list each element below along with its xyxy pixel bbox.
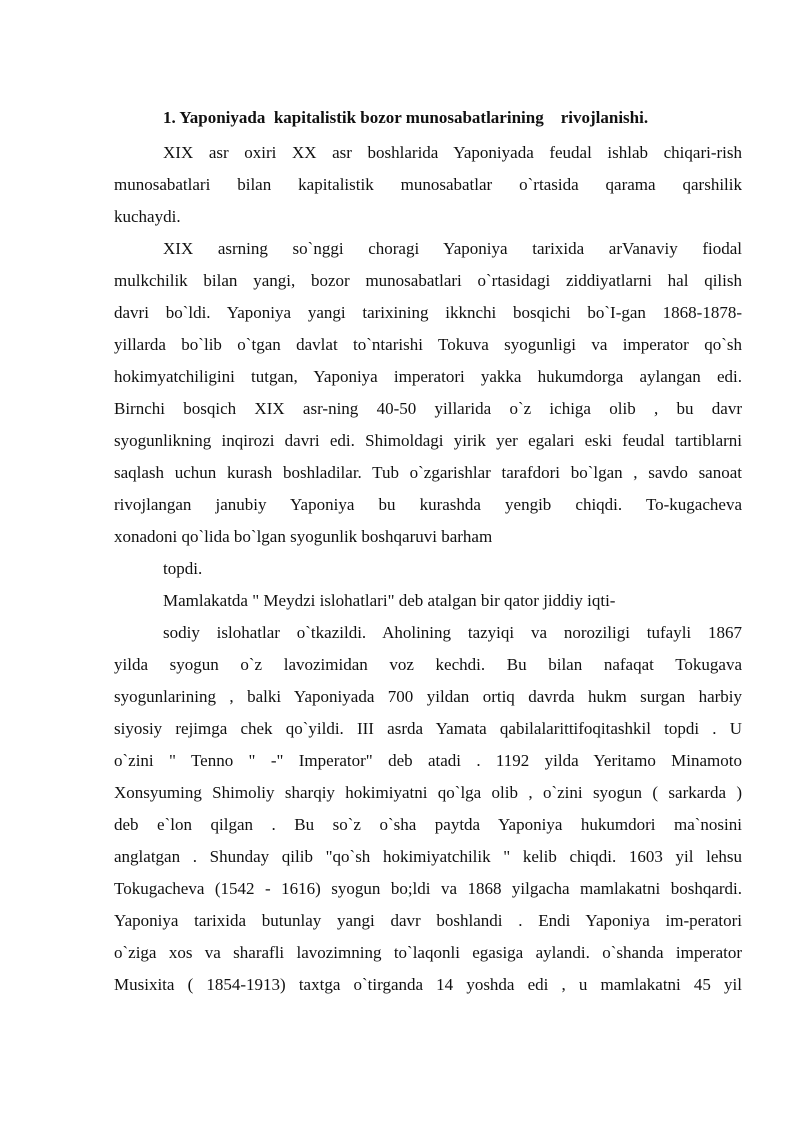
text-line: o`ziga xos va sharafli lavozimning to`laqonli egasiga aylandi. o`shanda imperator bbox=[114, 943, 742, 962]
section-heading: 1. Yaponiyada kapitalistik bozor munosabatlarining rivojlanishi. bbox=[163, 108, 649, 127]
text-line: XIX asr oxiri XX asr boshlarida Yaponiyada feudal ishlab chiqari-rish bbox=[163, 143, 742, 162]
text-line: saqlash uchun kurash boshladilar. Tub o`zgarishlar tarafdori bo`lgan , savdo sanoat bbox=[114, 463, 742, 482]
text-line: rivojlangan janubiy Yaponiya bu kurashda yengib chiqdi. To-kugacheva bbox=[114, 495, 742, 514]
text-line: Yaponiya tarixida butunlay yangi davr boshlandi . Endi Yaponiya im-peratori bbox=[114, 911, 742, 930]
text-line: XIX asrning so`nggi choragi Yaponiya tarixida arVanaviy fiodal bbox=[163, 239, 742, 258]
text-line: yilda syogun o`z lavozimidan voz kechdi. Bu bilan nafaqat Tokugava bbox=[114, 655, 742, 674]
text-line: Musixita ( 1854-1913) taxtga o`tirganda 14 yoshda edi , u mamlakatni 45 yil bbox=[114, 975, 742, 994]
text-line: Xonsyuming Shimoliy sharqiy hokimiyatni qo`lga olib , o`zini syogun ( sarkarda ) bbox=[114, 783, 742, 802]
text-line: deb e`lon qilgan . Bu so`z o`sha paytda Yaponiya hukumdori ma`nosini bbox=[114, 815, 742, 834]
text-line: davri bo`ldi. Yaponiya yangi tarixining ikknchi bosqichi bo`I-gan 1868-1878- bbox=[114, 303, 742, 322]
text-line: mulkchilik bilan yangi, bozor munosabatlari o`rtasidagi ziddiyatlarni hal qilish bbox=[114, 271, 742, 290]
text-line: hokimyatchiligini tutgan, Yaponiya imperatori yakka hukumdorga aylangan edi. bbox=[114, 367, 742, 386]
text-line: kuchaydi. bbox=[114, 207, 181, 226]
text-line: yillarda bo`lib o`tgan davlat to`ntarishi Tokuva syogunligi va imperator qo`sh bbox=[114, 335, 742, 354]
text-line: siyosiy rejimga chek qo`yildi. III asrda Yamata qabilalarittifoqitashkil topdi . U bbox=[114, 719, 742, 738]
text-line: topdi. bbox=[163, 559, 203, 578]
text-line: Tokugacheva (1542 - 1616) syogun bo;ldi va 1868 yilgacha mamlakatni boshqardi. bbox=[114, 879, 742, 898]
text-line: Mamlakatda " Meydzi islohatlari" deb atalgan bir qator jiddiy iqti- bbox=[163, 591, 616, 610]
text-line: o`zini " Tenno " -" Imperator" deb atadi . 1192 yilda Yeritamo Minamoto bbox=[114, 751, 742, 770]
text-line: sodiy islohatlar o`tkazildi. Aholining tazyiqi va noroziligi tufayli 1867 bbox=[163, 623, 742, 642]
text-line: munosabatlari bilan kapitalistik munosabatlar o`rtasida qarama qarshilik bbox=[114, 175, 742, 194]
text-line: Birnchi bosqich XIX asr-ning 40-50 yillarida o`z ichiga olib , bu davr bbox=[114, 399, 742, 418]
text-line: anglatgan . Shunday qilib "qo`sh hokimiyatchilik " kelib chiqdi. 1603 yil lehsu bbox=[114, 847, 742, 866]
text-line: syogunlarining , balki Yaponiyada 700 yildan ortiq davrda hukm surgan harbiy bbox=[114, 687, 742, 706]
text-line: xonadoni qo`lida bo`lgan syogunlik boshqaruvi barham bbox=[114, 527, 493, 546]
text-line: syogunlikning inqirozi davri edi. Shimoldagi yirik yer egalari eski feudal tartiblarni bbox=[114, 431, 742, 450]
